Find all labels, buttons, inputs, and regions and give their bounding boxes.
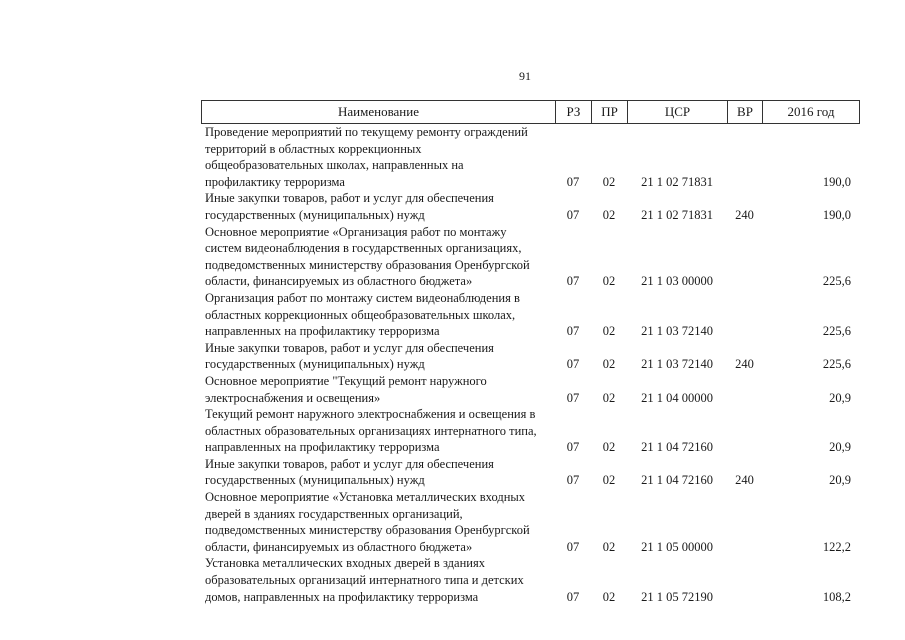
row-csr: 21 1 04 00000 — [641, 390, 713, 405]
row-name-line: государственных (муниципальных) нужд — [205, 473, 425, 488]
table-row — [201, 224, 860, 290]
row-amount: 225,6 — [822, 324, 851, 339]
row-name-line: Иные закупки товаров, работ и услуг для обеспечения — [205, 191, 494, 206]
row-amount: 190,0 — [822, 174, 851, 189]
row-name-line: направленных на профилактику терроризма — [205, 324, 440, 339]
row-vr: 240 — [735, 357, 754, 372]
row-name-line: подведомственных министерству образования Оренбургской — [205, 523, 530, 538]
row-name-line: Иные закупки товаров, работ и услуг для обеспечения — [205, 340, 494, 355]
row-name — [201, 555, 550, 605]
row-amount: 20,9 — [829, 390, 851, 405]
row-csr: 21 1 03 00000 — [641, 274, 713, 289]
table-row — [201, 406, 860, 456]
row-name-line: образовательных организаций интернатного типа и детских — [205, 573, 524, 588]
row-rz: 07 — [566, 357, 580, 372]
row-name-line: Основное мероприятие "Текущий ремонт наружного — [205, 373, 487, 388]
row-name-line: подведомственных министерству образования Оренбургской — [205, 257, 530, 272]
row-amount: 108,2 — [822, 589, 851, 604]
row-csr: 21 1 02 71831 — [641, 174, 713, 189]
table-body — [201, 124, 860, 605]
row-pr: 02 — [602, 589, 616, 604]
row-name-line: дверей в зданиях государственных организаций, — [205, 506, 463, 521]
table-row — [201, 340, 860, 373]
table-header — [201, 100, 860, 124]
table-row — [201, 456, 860, 489]
header-rz: РЗ — [555, 101, 591, 123]
table-row — [201, 555, 860, 605]
row-rz: 07 — [566, 174, 580, 189]
row-pr: 02 — [602, 440, 616, 455]
page-number: 91 — [519, 69, 531, 83]
row-amount: 225,6 — [822, 274, 851, 289]
row-name-line: областных образовательных организациях интернатного типа, — [205, 423, 537, 438]
row-pr: 02 — [602, 324, 616, 339]
row-csr: 21 1 03 72140 — [641, 357, 713, 372]
row-name — [201, 190, 550, 223]
row-rz: 07 — [566, 539, 580, 554]
row-name-line: Проведение мероприятий по текущему ремонту ограждений — [205, 125, 528, 139]
row-rz: 07 — [566, 473, 580, 488]
row-name-line: области, финансируемых из областного бюджета» — [205, 274, 473, 289]
row-name-line: территорий в областных коррекционных — [205, 141, 422, 156]
row-vr: 240 — [735, 473, 754, 488]
row-name-line: домов, направленных на профилактику терроризма — [205, 589, 479, 604]
row-amount: 20,9 — [829, 440, 851, 455]
row-name — [201, 373, 550, 406]
header-year: 2016 год — [762, 101, 860, 123]
row-csr: 21 1 05 00000 — [641, 539, 713, 554]
row-csr: 21 1 04 72160 — [641, 473, 713, 488]
table-row — [201, 489, 860, 555]
row-name-line: направленных на профилактику терроризма — [205, 440, 440, 455]
row-name — [201, 406, 550, 456]
header-pr: ПР — [591, 101, 627, 123]
row-csr: 21 1 05 72190 — [641, 589, 713, 604]
row-rz: 07 — [566, 589, 580, 604]
row-amount: 20,9 — [829, 473, 851, 488]
row-name-line: Иные закупки товаров, работ и услуг для обеспечения — [205, 456, 494, 471]
table-row — [201, 290, 860, 340]
row-vr: 240 — [735, 207, 754, 222]
row-name — [201, 224, 550, 290]
header-name: Наименование — [201, 101, 555, 123]
row-pr: 02 — [602, 539, 616, 554]
row-amount: 190,0 — [822, 207, 851, 222]
row-pr: 02 — [602, 207, 616, 222]
row-name-line: Установка металлических входных дверей в зданиях — [205, 556, 485, 571]
row-name-line: области, финансируемых из областного бюджета» — [205, 539, 473, 554]
row-csr: 21 1 04 72160 — [641, 440, 713, 455]
row-name-line: Организация работ по монтажу систем видеонаблюдения в — [205, 290, 520, 305]
row-name-line: государственных (муниципальных) нужд — [205, 357, 425, 372]
row-rz: 07 — [566, 274, 580, 289]
row-name-line: систем видеонаблюдения в государственных организациях, — [205, 241, 522, 256]
table-row — [201, 190, 860, 223]
row-name-line: Основное мероприятие «Организация работ по монтажу — [205, 224, 507, 239]
row-pr: 02 — [602, 473, 616, 488]
row-name-line: областных коррекционных общеобразовательных школах, — [205, 307, 516, 322]
row-name — [201, 489, 550, 555]
row-pr: 02 — [602, 357, 616, 372]
row-name — [201, 124, 550, 190]
row-name-line: государственных (муниципальных) нужд — [205, 207, 425, 222]
row-name-line: общеобразовательных школах, направленных на — [205, 158, 464, 173]
header-vr: ВР — [727, 101, 762, 123]
header-csr: ЦСР — [627, 101, 727, 123]
row-name-line: профилактику терроризма — [205, 174, 345, 189]
row-name-line: Основное мероприятие «Установка металлических входных — [205, 490, 526, 505]
row-name-line: Текущий ремонт наружного электроснабжения и освещения в — [205, 407, 536, 422]
row-name — [201, 290, 550, 340]
row-pr: 02 — [602, 174, 616, 189]
table-row — [201, 373, 860, 406]
row-name — [201, 456, 550, 489]
row-rz: 07 — [566, 207, 580, 222]
row-csr: 21 1 03 72140 — [641, 324, 713, 339]
budget-table — [201, 100, 860, 605]
row-rz: 07 — [566, 440, 580, 455]
row-rz: 07 — [566, 390, 580, 405]
row-rz: 07 — [566, 324, 580, 339]
row-pr: 02 — [602, 274, 616, 289]
table-row — [201, 124, 860, 190]
row-csr: 21 1 02 71831 — [641, 207, 713, 222]
row-amount: 122,2 — [822, 539, 851, 554]
row-name — [201, 340, 550, 373]
row-name-line: электроснабжения и освещения» — [205, 390, 381, 405]
row-amount: 225,6 — [822, 357, 851, 372]
row-pr: 02 — [602, 390, 616, 405]
